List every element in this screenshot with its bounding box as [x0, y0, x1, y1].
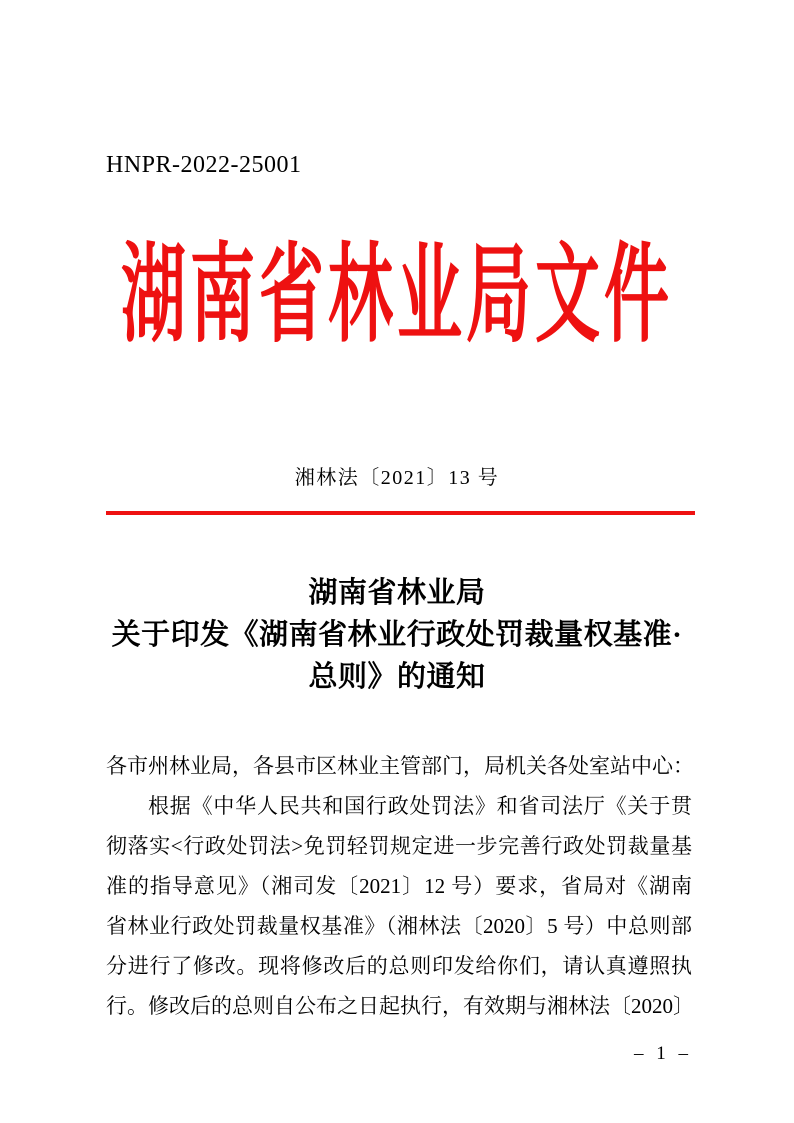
- page-number: – 1 –: [634, 1043, 692, 1064]
- body-line: 准的指导意见》（湘司发〔2021〕12 号）要求，省局对《湖南: [106, 874, 692, 898]
- doc-registration-code: HNPR-2022-25001: [106, 152, 302, 178]
- body-line: 根据《中华人民共和国行政处罚法》和省司法厅《关于贯: [148, 794, 692, 818]
- doc-number: 湘林法〔2021〕13 号: [294, 467, 500, 489]
- body-line: 行。修改后的总则自公布之日起执行，有效期与湘林法〔2020〕: [106, 994, 694, 1018]
- notice-title-line-3: 总则》的通知: [308, 661, 486, 693]
- agency-banner-text: 湖南省林业局文件: [120, 237, 673, 357]
- body-line: 彻落实<行政处罚法>免罚轻罚规定进一步完善行政处罚裁量基: [106, 834, 692, 858]
- red-divider-rule: [106, 511, 695, 515]
- body-line-salutation: 各市州林业局，各县市区林业主管部门，局机关各处室站中心：: [106, 754, 694, 778]
- body-line: 省林业行政处罚裁量权基准》（湘林法〔2020〕5 号）中总则部: [106, 914, 692, 938]
- notice-title-line-2: 关于印发《湖南省林业行政处罚裁量权基准·: [111, 619, 683, 651]
- notice-title-line-1: 湖南省林业局: [308, 577, 486, 609]
- notice-title: [47, 572, 747, 698]
- agency-banner: [0, 237, 794, 357]
- body-line: 分进行了修改。现将修改后的总则印发给你们，请认真遵照执: [106, 954, 692, 978]
- body-text: [106, 746, 692, 1026]
